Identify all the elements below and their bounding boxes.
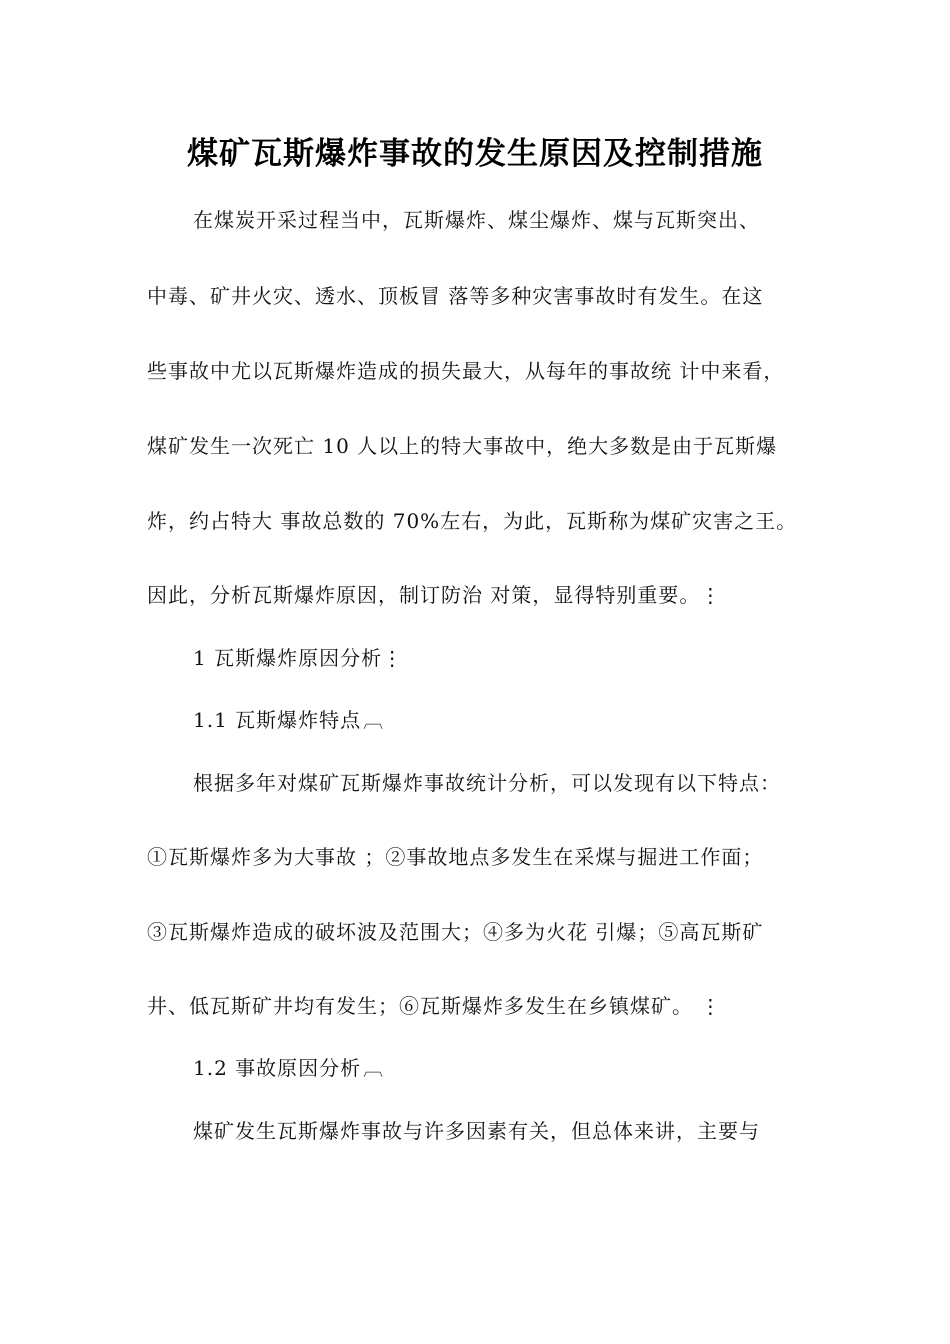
- paragraph-line: 些事故中尤以瓦斯爆炸造成的损失最大，从每年的事故统 计中来看，: [147, 359, 785, 383]
- section-heading-1-2: [193, 1054, 883, 1082]
- section-heading-1-1: [193, 706, 883, 734]
- paragraph-line: ③瓦斯爆炸造成的破坏波及范围大；④多为火花 引爆；⑤高瓦斯矿: [147, 920, 764, 944]
- paragraph-line: 因此，分析瓦斯爆炸原因，制订防治 对策，显得特别重要。⋮: [147, 583, 722, 607]
- paragraph-line: 井、低瓦斯矿井均有发生；⑥瓦斯爆炸多发生在乡镇煤矿。 ⋮: [147, 994, 722, 1018]
- paragraph-line: 炸，约占特大 事故总数的 70%左右，为此，瓦斯称为煤矿灾害之王。: [147, 509, 798, 533]
- section-heading-text: 1.2 事故原因分析: [193, 1056, 362, 1080]
- heading-mark: ︹: [363, 708, 385, 732]
- paragraph-line: 中毒、矿井火灾、透水、顶板冒 落等多种灾害事故时有发生。在这: [147, 284, 764, 308]
- paragraph-line: 煤矿发生一次死亡 10 人以上的特大事故中，绝大多数是由于瓦斯爆: [147, 434, 778, 458]
- heading-mark: ︹: [363, 1056, 385, 1080]
- paragraph-line: 煤矿发生瓦斯爆炸事故与许多因素有关，但总体来讲，主要与: [193, 1119, 760, 1143]
- paragraph-line: 根据多年对煤矿瓦斯爆炸事故统计分析，可以发现有以下特点：: [193, 771, 781, 795]
- paragraph-line: 在煤炭开采过程当中，瓦斯爆炸、煤尘爆炸、煤与瓦斯突出、: [193, 208, 760, 232]
- section-heading-text: 1.1 瓦斯爆炸特点: [193, 708, 362, 732]
- paragraph-line: ①瓦斯爆炸多为大事故 ；②事故地点多发生在采煤与掘进工作面；: [147, 845, 764, 869]
- document-title: 煤矿瓦斯爆炸事故的发生原因及控制措施: [187, 136, 763, 172]
- section-heading-1: 1 瓦斯爆炸原因分析⋮: [193, 646, 404, 670]
